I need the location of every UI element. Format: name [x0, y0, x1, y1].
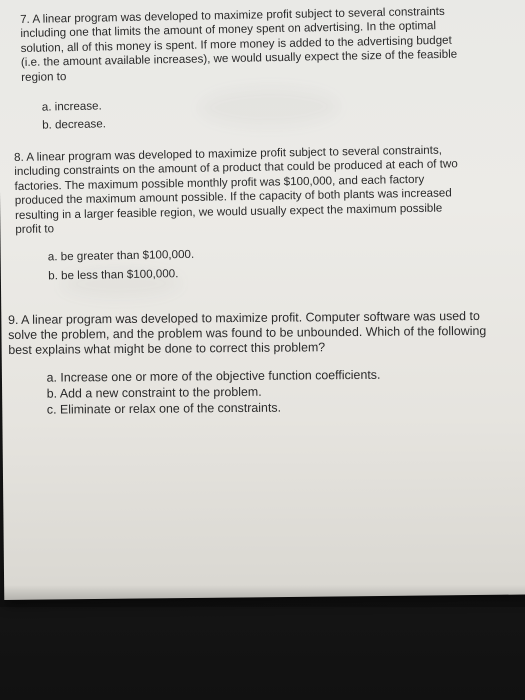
paper-edge-shadow [0, 585, 525, 607]
question-text: 9. A linear program was developed to maximize profit. Computer software was used to solve the problem, and the problem was found to be unbounded. Which of the following best explains what might be done to correct this problem? [8, 308, 487, 357]
answer-options [42, 92, 508, 134]
option-b: b. decrease. [42, 117, 107, 133]
option-b: b. be less than $100,000. [48, 266, 179, 283]
answer-options [47, 367, 519, 418]
answer-options [48, 243, 507, 284]
option-a: a. Increase one or more of the objective function coefficients. [46, 367, 381, 385]
question-8 [14, 142, 506, 288]
option-c: c. Eliminate or relax one of the constraints. [46, 400, 282, 417]
question-9 [8, 309, 519, 419]
question-7 [20, 4, 507, 138]
option-a: a. be greater than $100,000. [47, 248, 195, 264]
question-text: 8. A linear program was developed to maximize profit subject to several constraints, including constraints on the amount of a product that could be produced at each of two factories. The maximum possible monthly profit was $100,000, and each factory produced the maximum amount possible. If the capacity of both plants was increased resulting in a larger feasible region, we would usually expect the maximum possible profit to [14, 143, 458, 237]
option-b: b. Add a new constraint to the problem. [46, 384, 262, 401]
option-a: a. increase. [41, 99, 102, 114]
question-text: 7. A linear program was developed to maximize profit subject to several constraints including one that limits the amount of money spent on advertising. In the optimal solution, all of this money is spent. If more money is added to the advertising budget (i.e. the amount available increases), we would usually expect the size of the feasible region to [20, 4, 458, 84]
